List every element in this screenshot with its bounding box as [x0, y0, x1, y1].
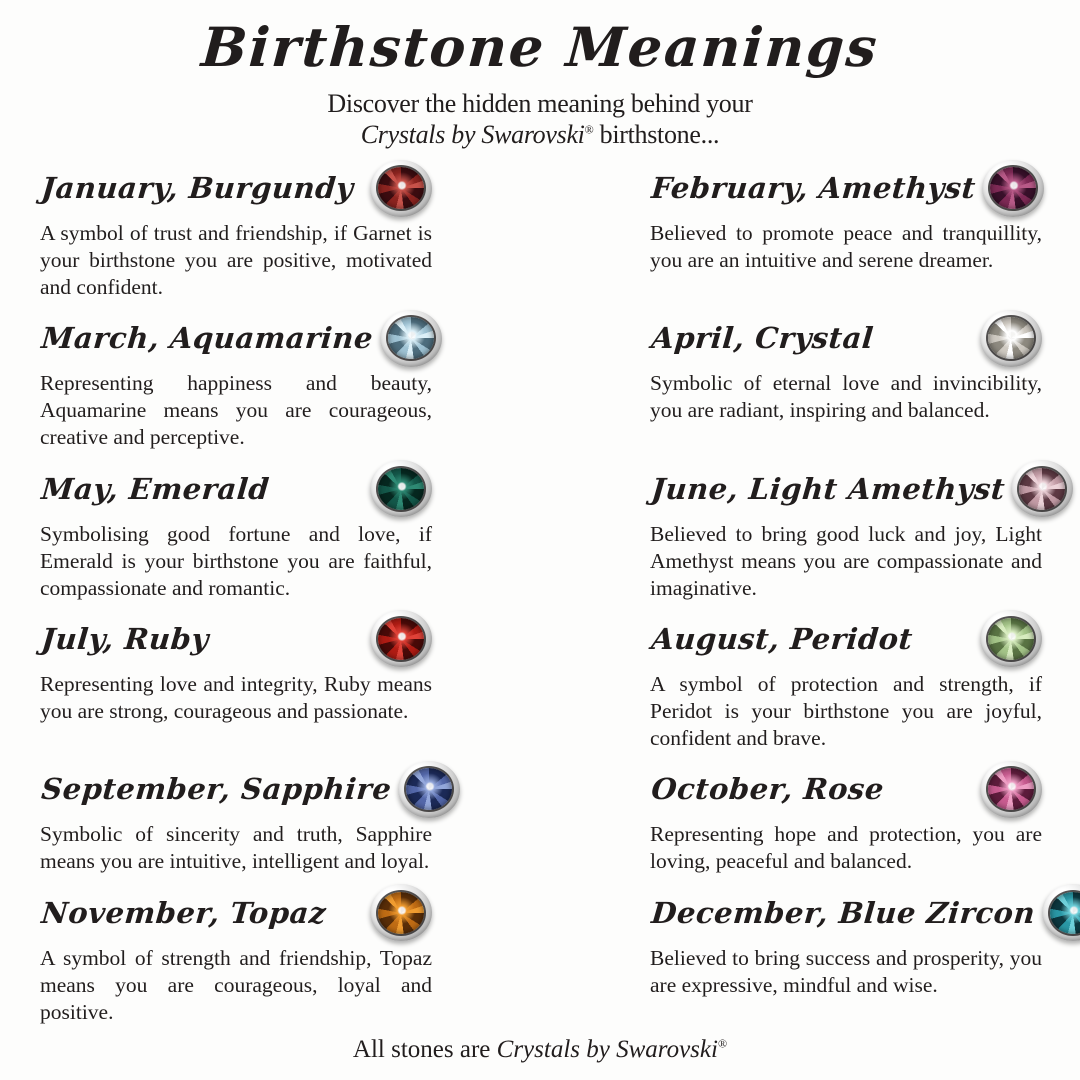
topaz-gemstone-icon [370, 884, 432, 941]
sapphire-gemstone-icon [398, 761, 460, 818]
gem-facets [378, 892, 424, 934]
entry-header [40, 460, 432, 518]
entry-title: May, Emerald [40, 471, 271, 506]
birthstone-entry [650, 309, 1042, 451]
subtitle-line2 [0, 120, 1080, 151]
footer-registered-mark: ® [717, 1036, 728, 1051]
aquamarine-gemstone-icon [380, 310, 442, 367]
entry-header [650, 760, 1042, 818]
footer [0, 1028, 1080, 1070]
entry-title: August, Peridot [650, 621, 915, 656]
birthstone-entry [40, 159, 432, 301]
entry-description: A symbol of protection and strength, if Peridot is your birthstone you are joyful, confident and brave. [650, 671, 1042, 750]
gem-facets [988, 618, 1034, 660]
subtitle [0, 89, 1080, 150]
birthstone-entry [650, 760, 1042, 875]
entry-header [650, 309, 1042, 367]
entry-header [40, 159, 432, 217]
entry-header [40, 760, 432, 818]
birthstone-entry [650, 460, 1042, 602]
entry-title: November, Topaz [40, 895, 328, 930]
entry-description: Symbolic of eternal love and invincibility, you are radiant, inspiring and balanced. [650, 371, 1042, 423]
emerald-gemstone-icon [370, 460, 432, 517]
entry-description: Believed to bring success and prosperity, you are expressive, mindful and wise. [650, 945, 1042, 997]
entry-title: October, Rose [650, 772, 886, 807]
footer-brand-name: Crystals by Swarovski [496, 1036, 718, 1063]
peridot-gemstone-icon [980, 610, 1042, 667]
entry-title: June, Light Amethyst [650, 471, 1007, 506]
birthstone-entry [40, 760, 432, 875]
gem-facets [388, 317, 434, 359]
header [0, 15, 1080, 151]
gem-facets [406, 768, 452, 810]
rose-gemstone-icon [980, 761, 1042, 818]
entry-header [40, 610, 432, 668]
birthstone-entry [40, 884, 432, 1026]
brand-name: Crystals by Swarovski [360, 120, 585, 150]
gem-facets [990, 167, 1036, 209]
gem-facets [378, 167, 424, 209]
gem-facets [378, 468, 424, 510]
entry-header [40, 884, 432, 942]
light-amethyst-gemstone-icon [1011, 460, 1073, 517]
entry-title: February, Amethyst [650, 171, 978, 206]
entry-description: Representing hope and protection, you are loving, peaceful and balanced. [650, 822, 1042, 874]
entry-description: Believed to promote peace and tranquillity, you are an intuitive and serene dreamer. [650, 221, 1042, 273]
entry-title: January, Burgundy [40, 171, 355, 206]
birthstone-entry [650, 884, 1042, 1026]
registered-mark: ® [584, 122, 594, 137]
entries-grid [0, 151, 1080, 1028]
entry-description: A symbol of strength and friendship, Topaz means you are courageous, loyal and positive. [40, 945, 432, 1024]
subtitle-line1: Discover the hidden meaning behind your [327, 89, 753, 119]
entry-title: July, Ruby [40, 621, 211, 656]
entry-description: A symbol of trust and friendship, if Garnet is your birthstone you are positive, motivated and confident. [40, 221, 432, 300]
entry-description: Symbolic of sincerity and truth, Sapphire means you are intuitive, intelligent and loyal. [40, 822, 432, 874]
entry-title: March, Aquamarine [40, 321, 375, 356]
entry-title: September, Sapphire [40, 772, 393, 807]
gem-facets [988, 317, 1034, 359]
garnet-gemstone-icon [370, 160, 432, 217]
entry-description: Believed to bring good luck and joy, Light Amethyst means you are compassionate and imaginative. [650, 521, 1042, 600]
crystal-gemstone-icon [980, 310, 1042, 367]
footer-prefix: All stones are [352, 1036, 497, 1063]
birthstone-entry [650, 159, 1042, 301]
ruby-gemstone-icon [370, 610, 432, 667]
birthstone-entry [40, 309, 432, 451]
blue-zircon-gemstone-icon [1042, 884, 1080, 941]
entry-description: Symbolising good fortune and love, if Emerald is your birthstone you are faithful, compassionate and romantic. [40, 521, 432, 600]
birthstone-entry [40, 610, 432, 752]
entry-title: December, Blue Zircon [650, 895, 1037, 930]
page-title: Birthstone Meanings [199, 15, 881, 79]
entry-header [650, 884, 1042, 942]
entry-description: Representing happiness and beauty, Aquamarine means you are courageous, creative and perceptive. [40, 371, 432, 450]
birthstone-entry [650, 610, 1042, 752]
gem-facets [988, 768, 1034, 810]
entry-header [650, 159, 1042, 217]
entry-header [40, 309, 432, 367]
gem-facets [378, 618, 424, 660]
birthstone-entry [40, 460, 432, 602]
entry-header [650, 610, 1042, 668]
amethyst-gemstone-icon [982, 160, 1044, 217]
gem-facets [1050, 892, 1080, 934]
gem-facets [1019, 468, 1065, 510]
entry-header [650, 460, 1042, 518]
entry-title: April, Crystal [650, 321, 876, 356]
subtitle-tail: birthstone... [593, 120, 720, 150]
entry-description: Representing love and integrity, Ruby means you are strong, courageous and passionate. [40, 671, 432, 723]
